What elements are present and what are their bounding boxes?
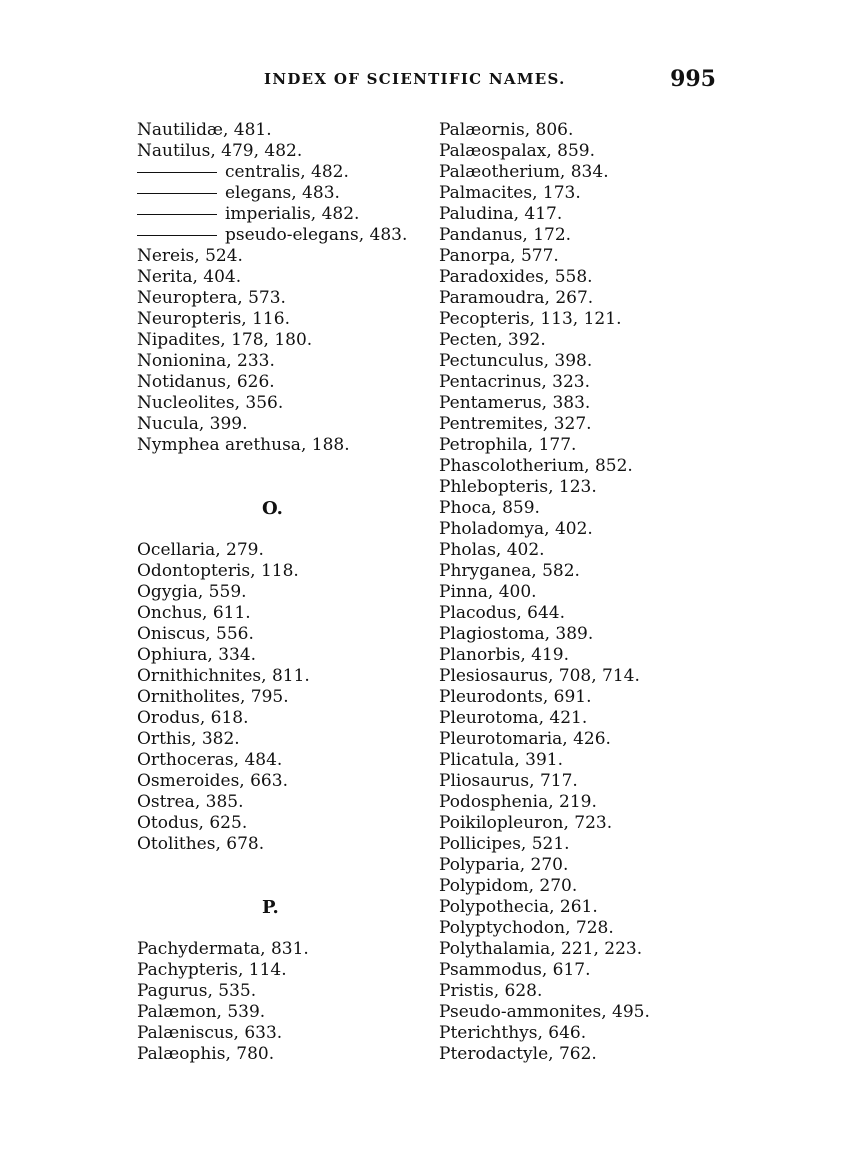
index-entry: Nymphea arethusa, 188.	[137, 435, 350, 455]
index-entry: Nucleolites, 356.	[137, 393, 284, 413]
index-entry: Neuropteris, 116.	[137, 309, 290, 329]
index-entry: Pachypteris, 114.	[137, 960, 287, 980]
index-entry: Nereis, 524.	[137, 246, 243, 266]
index-entry: Petrophila, 177.	[439, 435, 577, 455]
index-entry: Pleurotoma, 421.	[439, 708, 588, 728]
ditto-dash	[137, 235, 217, 236]
index-entry: Polyparia, 270.	[439, 855, 569, 875]
section-letter-o: O.	[262, 498, 283, 519]
index-entry: Polyptychodon, 728.	[439, 918, 614, 938]
index-entry: Pectunculus, 398.	[439, 351, 593, 371]
index-entry: Nonionina, 233.	[137, 351, 275, 371]
index-entry: Panorpa, 577.	[439, 246, 559, 266]
index-entry: Nipadites, 178, 180.	[137, 330, 313, 350]
index-entry: Phlebopteris, 123.	[439, 477, 597, 497]
index-entry: Pecopteris, 113, 121.	[439, 309, 622, 329]
running-title: INDEX OF SCIENTIFIC NAMES.	[264, 70, 566, 88]
index-entry: Nautilidæ, 481.	[137, 120, 272, 140]
index-entry: Ornithichnites, 811.	[137, 666, 310, 686]
spacer	[137, 876, 427, 897]
index-entry: Oniscus, 556.	[137, 624, 254, 644]
sub-entry-text: elegans, 483.	[225, 183, 340, 203]
spacer	[137, 456, 427, 477]
sub-entry-text: pseudo-elegans, 483.	[225, 225, 408, 245]
spacer	[137, 855, 427, 876]
index-entry: Odontopteris, 118.	[137, 561, 299, 581]
index-entry: Palæornis, 806.	[439, 120, 574, 140]
index-entry: Ornitholites, 795.	[137, 687, 289, 707]
index-entry: Placodus, 644.	[439, 603, 565, 623]
ditto-dash	[137, 172, 217, 173]
index-entry: Pholas, 402.	[439, 540, 545, 560]
index-entry: Neuroptera, 573.	[137, 288, 286, 308]
section-letter-p: P.	[262, 897, 279, 918]
index-entry: Otodus, 625.	[137, 813, 248, 833]
index-entry: Pristis, 628.	[439, 981, 543, 1001]
index-entry: Polypidom, 270.	[439, 876, 578, 896]
index-entry: Polypothecia, 261.	[439, 897, 598, 917]
ditto-dash	[137, 193, 217, 194]
index-entry: Paramoudra, 267.	[439, 288, 594, 308]
index-entry: Pagurus, 535.	[137, 981, 257, 1001]
index-entry: Pentremites, 327.	[439, 414, 592, 434]
index-entry: Ostrea, 385.	[137, 792, 244, 812]
index-entry: Palæotherium, 834.	[439, 162, 609, 182]
index-entry: Polythalamia, 221, 223.	[439, 939, 643, 959]
index-sub-entry	[137, 162, 427, 183]
index-entry: Phoca, 859.	[439, 498, 540, 518]
index-entry: Plagiostoma, 389.	[439, 624, 594, 644]
index-entry: Psammodus, 617.	[439, 960, 591, 980]
index-entry: Orthoceras, 484.	[137, 750, 283, 770]
index-entry: Paradoxides, 558.	[439, 267, 593, 287]
index-entry: Pseudo-ammonites, 495.	[439, 1002, 650, 1022]
spacer	[137, 918, 427, 939]
index-entry: Onchus, 611.	[137, 603, 251, 623]
index-entry: Planorbis, 419.	[439, 645, 570, 665]
index-entry: Pentacrinus, 323.	[439, 372, 591, 392]
index-sub-entry	[137, 183, 427, 204]
right-column	[439, 120, 739, 1065]
index-entry: Pinna, 400.	[439, 582, 537, 602]
index-entry: Phryganea, 582.	[439, 561, 580, 581]
index-entry: Palmacites, 173.	[439, 183, 581, 203]
index-entry: Pleurotomaria, 426.	[439, 729, 611, 749]
spacer	[137, 477, 427, 498]
index-entry: Notidanus, 626.	[137, 372, 275, 392]
index-entry: Orodus, 618.	[137, 708, 249, 728]
index-entry: Nautilus, 479, 482.	[137, 141, 303, 161]
index-entry: Paludina, 417.	[439, 204, 563, 224]
page-header	[136, 66, 716, 94]
page-number: 995	[670, 66, 716, 92]
ditto-dash	[137, 214, 217, 215]
index-entry: Podosphenia, 219.	[439, 792, 597, 812]
index-entry: Pholadomya, 402.	[439, 519, 593, 539]
index-entry: Ocellaria, 279.	[137, 540, 264, 560]
sub-entry-text: centralis, 482.	[225, 162, 349, 182]
index-sub-entry	[137, 204, 427, 225]
index-entry: Osmeroides, 663.	[137, 771, 288, 791]
spacer	[137, 519, 427, 540]
index-entry: Palæospalax, 859.	[439, 141, 596, 161]
index-entry: Nucula, 399.	[137, 414, 248, 434]
index-entry: Ogygia, 559.	[137, 582, 247, 602]
index-entry: Pollicipes, 521.	[439, 834, 570, 854]
index-entry: Pliosaurus, 717.	[439, 771, 578, 791]
index-entry: Plicatula, 391.	[439, 750, 563, 770]
index-entry: Pleurodonts, 691.	[439, 687, 592, 707]
index-entry: Phascolotherium, 852.	[439, 456, 633, 476]
index-entry: Otolithes, 678.	[137, 834, 265, 854]
index-entry: Ophiura, 334.	[137, 645, 257, 665]
index-entry: Nerita, 404.	[137, 267, 242, 287]
index-entry: Palæniscus, 633.	[137, 1023, 283, 1043]
index-entry: Pterichthys, 646.	[439, 1023, 587, 1043]
index-entry: Pentamerus, 383.	[439, 393, 591, 413]
index-entry: Pachydermata, 831.	[137, 939, 309, 959]
index-entry: Plesiosaurus, 708, 714.	[439, 666, 640, 686]
index-entry: Pterodactyle, 762.	[439, 1044, 597, 1064]
index-entry: Pandanus, 172.	[439, 225, 572, 245]
index-entry: Pecten, 392.	[439, 330, 546, 350]
sub-entry-text: imperialis, 482.	[225, 204, 360, 224]
index-sub-entry	[137, 225, 427, 246]
index-entry: Palæophis, 780.	[137, 1044, 275, 1064]
index-entry: Palæmon, 539.	[137, 1002, 266, 1022]
index-entry: Poikilopleuron, 723.	[439, 813, 613, 833]
left-column	[137, 120, 427, 1065]
index-entry: Orthis, 382.	[137, 729, 240, 749]
